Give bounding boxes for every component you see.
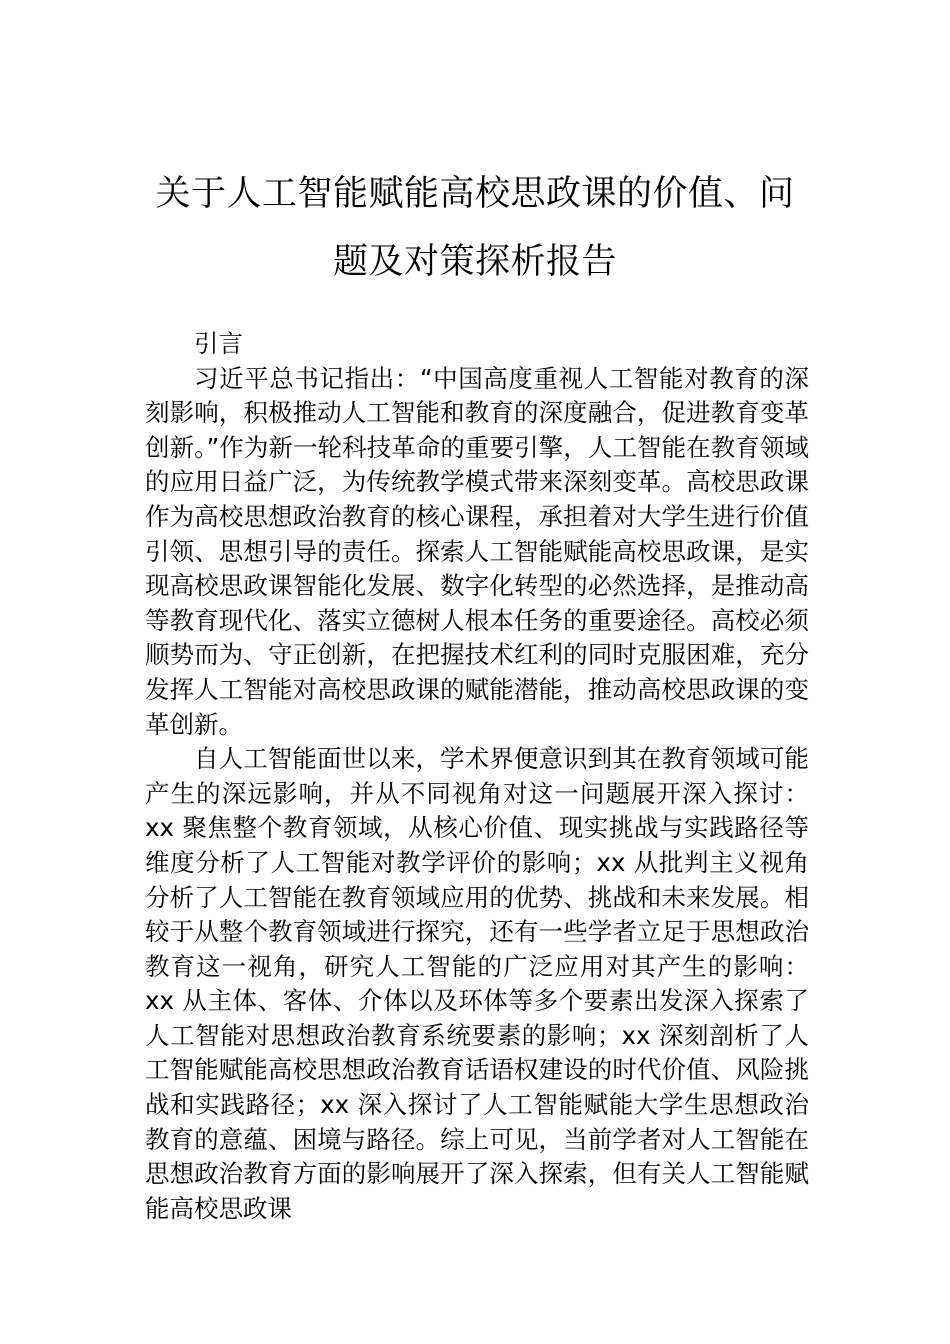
document-title (140, 160, 810, 296)
title-line-2: 题及对策探析报告 (332, 242, 617, 282)
document-body (145, 327, 809, 1226)
paragraph-2: 自人工智能面世以来，学术界便意识到其在教育领域可能产生的深远影响，并从不同视角对这一问题展开深入探讨：xx 聚焦整个教育领域，从核心价值、现实挑战与实践路径等维度分析了人工智能对教学评价的影响；xx 从批判主义视角分析了人工智能在教育领域应用的优势、挑战和未来发展。相较于从整个教育领域进行探究，还有一些学者立足于思想政治教育这一视角，研究人工智能的广泛应用对其产生的影响：xx 从主体、客体、介体以及环体等多个要素出发深入探索了人工智能对思想政治教育系统要素的影响；xx 深刻剖析了人工智能赋能高校思想政治教育话语权建设的时代价值、风险挑战和实践路径；xx 深入探讨了人工智能赋能大学生思想政治教育的意蕴、困境与路径。综上可见，当前学者对人工智能在思想政治教育方面的影响展开了深入探索，但有关人工智能赋能高校思政课 (145, 744, 809, 1223)
title-line-1: 关于人工智能赋能高校思政课的价值、问 (155, 174, 795, 214)
section-heading-intro: 引言 (194, 329, 243, 358)
paragraph-1: 习近平总书记指出：“中国高度重视人工智能对教育的深刻影响，积极推动人工智能和教育的深度融合，促进教育变革创新。”作为新一轮科技革命的重要引擎，人工智能在教育领域的应用日益广泛，为传统教学模式带来深刻变革。高校思政课作为高校思想政治教育的核心课程，承担着对大学生进行价值引领、思想引导的责任。探索人工智能赋能高校思政课，是实现高校思政课智能化发展、数字化转型的必然选择，是推动高等教育现代化、落实立德树人根本任务的重要途径。高校必须顺势而为、守正创新，在把握技术红利的同时克服困难，充分发挥人工智能对高校思政课的赋能潜能，推动高校思政课的变革创新。 (145, 363, 809, 739)
